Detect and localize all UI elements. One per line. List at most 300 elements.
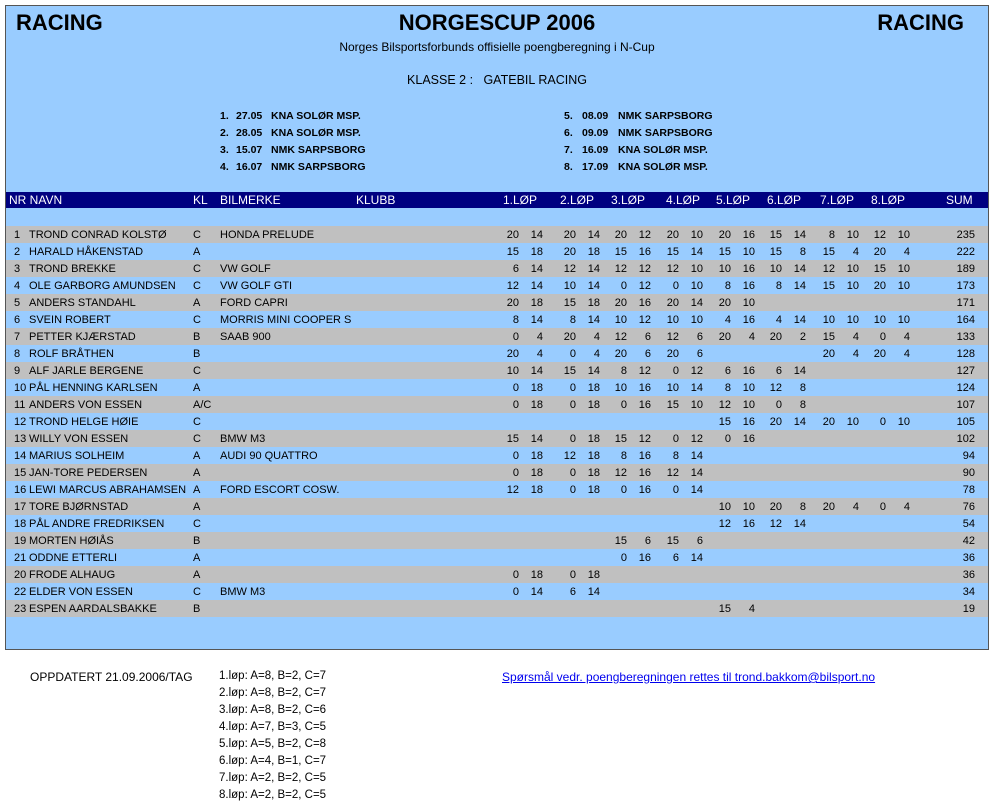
driver-number: 6 (14, 314, 21, 326)
spacer-row (6, 209, 988, 226)
total-score: 102 (956, 433, 975, 445)
driver-class: A (193, 569, 201, 581)
driver-name: TROND HELGE HØIE (29, 416, 139, 428)
driver-class: C (193, 416, 201, 428)
race-venue: NMK SARPSBORG (618, 127, 713, 139)
race-venue: KNA SOLØR MSP. (271, 110, 361, 122)
total-score: 164 (956, 314, 975, 326)
heat-score: 14 (793, 314, 806, 326)
heat-score: 10 (742, 399, 755, 411)
heat-score: 4 (852, 348, 859, 360)
total-score: 133 (956, 331, 975, 343)
heat-score: 20 (614, 297, 627, 309)
heat-score: 4 (593, 348, 600, 360)
total-score: 42 (962, 535, 975, 547)
heat-score: 0 (620, 484, 627, 496)
heat-score: 12 (666, 263, 679, 275)
heat-score: 0 (569, 382, 576, 394)
driver-number: 21 (14, 552, 27, 564)
heat-score: 8 (620, 450, 627, 462)
driver-class: C (193, 280, 201, 292)
heat-score: 16 (638, 484, 651, 496)
col-lop-2: 2.LØP (560, 193, 595, 207)
heat-score: 4 (852, 246, 859, 258)
table-row (6, 566, 988, 583)
driver-name: ROLF BRÅTHEN (29, 348, 114, 360)
heat-score: 8 (620, 365, 627, 377)
total-score: 76 (962, 501, 975, 513)
heat-score: 14 (530, 314, 543, 326)
total-score: 222 (956, 246, 975, 258)
heat-score: 20 (822, 501, 835, 513)
heat-score: 15 (614, 433, 627, 445)
page-subtitle: Norges Bilsportsforbunds offisielle poengberegning i N-Cup (339, 40, 655, 54)
heat-score: 18 (587, 433, 600, 445)
heat-score: 16 (638, 399, 651, 411)
heat-score: 0 (879, 416, 886, 428)
total-score: 171 (956, 297, 975, 309)
table-row (6, 498, 988, 515)
heat-score: 0 (512, 467, 519, 479)
heat-score: 14 (587, 365, 600, 377)
race-date: 15.07 (236, 144, 263, 156)
total-score: 36 (962, 552, 975, 564)
col-klubb: KLUBB (356, 193, 396, 207)
heat-score: 16 (742, 280, 755, 292)
heat-score: 20 (769, 331, 782, 343)
heat-score: 15 (822, 280, 835, 292)
heat-score: 14 (793, 518, 806, 530)
heat-class-count: 6.løp: A=4, B=1, C=7 (219, 755, 327, 767)
heat-score: 4 (593, 331, 600, 343)
heat-score: 14 (690, 382, 703, 394)
heat-score: 6 (644, 348, 651, 360)
heat-score: 10 (690, 399, 703, 411)
heat-score: 10 (897, 229, 910, 241)
driver-number: 12 (14, 416, 27, 428)
heat-score: 20 (718, 297, 731, 309)
heat-score: 14 (793, 229, 806, 241)
driver-class: A (193, 246, 201, 258)
driver-name: ALF JARLE BERGENE (29, 365, 144, 377)
heat-score: 10 (666, 314, 679, 326)
race-number: 4. (220, 161, 229, 173)
driver-class: B (193, 535, 201, 547)
driver-number: 15 (14, 467, 27, 479)
race-number: 1. (220, 110, 229, 122)
heat-score: 12 (638, 280, 651, 292)
heat-score: 20 (718, 229, 731, 241)
heat-class-count: 4.løp: A=7, B=3, C=5 (219, 721, 327, 733)
heat-score: 14 (530, 365, 543, 377)
heat-score: 16 (742, 263, 755, 275)
driver-class: B (193, 603, 201, 615)
heat-score: 15 (563, 365, 576, 377)
heat-score: 10 (897, 314, 910, 326)
heat-score: 14 (530, 280, 543, 292)
heat-score: 18 (530, 484, 543, 496)
heat-score: 12 (638, 365, 651, 377)
heat-score: 15 (563, 297, 576, 309)
heat-class-count: 7.løp: A=2, B=2, C=5 (219, 772, 327, 784)
heat-score: 8 (799, 382, 806, 394)
heat-score: 16 (742, 433, 755, 445)
heat-score: 15 (873, 263, 886, 275)
driver-number: 16 (14, 484, 27, 496)
heat-score: 12 (614, 331, 627, 343)
heat-score: 10 (846, 229, 859, 241)
heat-score: 14 (793, 416, 806, 428)
heat-score: 0 (569, 484, 576, 496)
table-row (6, 532, 988, 549)
driver-class: C (193, 314, 201, 326)
heat-score: 4 (903, 501, 910, 513)
driver-number: 19 (14, 535, 27, 547)
heat-score: 18 (587, 569, 600, 581)
driver-name: SVEIN ROBERT (29, 314, 111, 326)
heat-score: 15 (718, 246, 731, 258)
heat-score: 10 (614, 314, 627, 326)
heat-score: 6 (512, 263, 519, 275)
driver-number: 8 (14, 348, 21, 360)
driver-name: OLE GARBORG AMUNDSEN (29, 280, 176, 292)
race-date: 27.05 (236, 110, 263, 122)
heat-score: 4 (852, 331, 859, 343)
heat-score: 20 (873, 348, 886, 360)
table-row (6, 600, 988, 617)
heat-score: 14 (690, 450, 703, 462)
race-venue: NMK SARPSBORG (618, 110, 713, 122)
heat-class-count: 1.løp: A=8, B=2, C=7 (219, 670, 327, 682)
col-lop-4: 4.LØP (666, 193, 701, 207)
driver-class: A (193, 450, 201, 462)
table-row (6, 481, 988, 498)
heat-score: 8 (799, 501, 806, 513)
table-row (6, 345, 988, 362)
heat-score: 18 (587, 484, 600, 496)
heat-score: 0 (512, 569, 519, 581)
heat-score: 12 (638, 229, 651, 241)
heat-score: 10 (769, 263, 782, 275)
heat-score: 20 (666, 348, 679, 360)
table-row (6, 447, 988, 464)
heat-score: 0 (569, 569, 576, 581)
heat-score: 4 (536, 348, 543, 360)
driver-number: 2 (14, 246, 21, 258)
heat-score: 18 (587, 297, 600, 309)
driver-name: FRODE ALHAUG (29, 569, 116, 581)
heat-score: 0 (512, 450, 519, 462)
heat-score: 10 (846, 280, 859, 292)
race-venue: KNA SOLØR MSP. (618, 161, 708, 173)
heat-score: 4 (903, 348, 910, 360)
racing-label-right: RACING (877, 10, 964, 35)
heat-score: 15 (769, 229, 782, 241)
heat-score: 6 (696, 331, 703, 343)
heat-score: 8 (512, 314, 519, 326)
total-score: 34 (962, 586, 975, 598)
driver-number: 22 (14, 586, 27, 598)
driver-number: 17 (14, 501, 27, 513)
heat-score: 15 (506, 433, 519, 445)
contact-email-link[interactable]: Spørsmål vedr. poengberegningen rettes til trond.bakkom@bilsport.no (502, 670, 876, 684)
driver-class: C (193, 433, 201, 445)
heat-score: 0 (569, 399, 576, 411)
driver-name: TORE BJØRNSTAD (29, 501, 129, 513)
heat-score: 6 (644, 535, 651, 547)
heat-score: 18 (530, 450, 543, 462)
class-label: KLASSE 2 : GATEBIL RACING (407, 73, 587, 87)
heat-score: 0 (724, 433, 731, 445)
heat-score: 16 (638, 450, 651, 462)
total-score: 128 (956, 348, 975, 360)
total-score: 94 (962, 450, 975, 462)
driver-class: A (193, 382, 201, 394)
heat-score: 15 (666, 399, 679, 411)
car-model: VW GOLF GTI (220, 280, 293, 292)
heat-score: 12 (506, 280, 519, 292)
heat-score: 20 (873, 246, 886, 258)
heat-score: 8 (569, 314, 576, 326)
driver-class: B (193, 331, 201, 343)
race-number: 2. (220, 127, 229, 139)
car-model: FORD ESCORT COSW. (220, 484, 340, 496)
heat-score: 18 (587, 399, 600, 411)
driver-name: JAN-TORE PEDERSEN (29, 467, 148, 479)
driver-name: ODDNE ETTERLI (29, 552, 118, 564)
heat-score: 10 (690, 229, 703, 241)
driver-number: 3 (14, 263, 21, 275)
heat-score: 8 (724, 382, 731, 394)
heat-score: 2 (799, 331, 806, 343)
heat-score: 12 (614, 263, 627, 275)
col-lop-6: 6.LØP (767, 193, 802, 207)
heat-score: 18 (530, 467, 543, 479)
driver-name: ANDERS VON ESSEN (29, 399, 143, 411)
table-row (6, 379, 988, 396)
heat-score: 12 (638, 314, 651, 326)
car-model: BMW M3 (220, 433, 266, 445)
heat-score: 10 (742, 246, 755, 258)
heat-score: 4 (852, 501, 859, 513)
col-kl: KL (193, 193, 208, 207)
heat-score: 20 (873, 280, 886, 292)
heat-score: 6 (696, 535, 703, 547)
col-lop-5: 5.LØP (716, 193, 751, 207)
heat-score: 10 (846, 263, 859, 275)
table-row (6, 328, 988, 345)
heat-score: 20 (506, 348, 519, 360)
heat-score: 14 (793, 365, 806, 377)
total-score: 124 (956, 382, 975, 394)
heat-score: 10 (690, 314, 703, 326)
heat-score: 16 (638, 297, 651, 309)
heat-score: 12 (690, 433, 703, 445)
heat-score: 0 (775, 399, 782, 411)
heat-score: 0 (512, 382, 519, 394)
heat-score: 16 (742, 229, 755, 241)
heat-score: 14 (587, 314, 600, 326)
race-venue: NMK SARPSBORG (271, 144, 366, 156)
heat-score: 15 (769, 246, 782, 258)
heat-score: 12 (822, 263, 835, 275)
heat-score: 15 (822, 331, 835, 343)
driver-class: A (193, 501, 201, 513)
heat-score: 12 (666, 467, 679, 479)
heat-score: 20 (769, 501, 782, 513)
driver-number: 23 (14, 603, 27, 615)
heat-score: 10 (666, 382, 679, 394)
table-row (6, 430, 988, 447)
driver-name: PÅL ANDRE FREDRIKSEN (29, 518, 165, 530)
total-score: 189 (956, 263, 975, 275)
heat-score: 0 (620, 399, 627, 411)
standings-table (6, 209, 988, 634)
heat-score: 18 (587, 467, 600, 479)
table-row (6, 464, 988, 481)
heat-score: 12 (506, 484, 519, 496)
race-date: 28.05 (236, 127, 263, 139)
heat-score: 10 (563, 280, 576, 292)
heat-score: 4 (724, 314, 731, 326)
heat-score: 20 (506, 297, 519, 309)
heat-score: 15 (718, 603, 731, 615)
heat-score: 16 (742, 314, 755, 326)
driver-number: 18 (14, 518, 27, 530)
col-lop-1: 1.LØP (503, 193, 538, 207)
table-row (6, 311, 988, 328)
driver-name: PETTER KJÆRSTAD (29, 331, 136, 343)
heat-score: 20 (666, 229, 679, 241)
heat-score: 12 (718, 399, 731, 411)
heat-score: 0 (672, 433, 679, 445)
driver-class: A/C (193, 399, 212, 411)
heat-score: 10 (846, 314, 859, 326)
total-score: 235 (956, 229, 975, 241)
heat-score: 0 (672, 484, 679, 496)
race-date: 17.09 (582, 161, 609, 173)
driver-number: 7 (14, 331, 21, 343)
heat-score: 16 (742, 518, 755, 530)
heat-score: 10 (822, 314, 835, 326)
heat-score: 16 (742, 365, 755, 377)
heat-score: 15 (614, 246, 627, 258)
col-sum: SUM (946, 193, 973, 207)
heat-score: 10 (506, 365, 519, 377)
heat-score: 6 (672, 552, 679, 564)
driver-class: A (193, 552, 201, 564)
heat-score: 10 (897, 416, 910, 428)
driver-number: 4 (14, 280, 21, 292)
heat-score: 14 (793, 280, 806, 292)
heat-score: 8 (828, 229, 835, 241)
car-model: MORRIS MINI COOPER S (220, 314, 352, 326)
heat-score: 20 (563, 246, 576, 258)
driver-class: C (193, 518, 201, 530)
driver-name: HARALD HÅKENSTAD (29, 246, 144, 258)
heat-score: 0 (569, 348, 576, 360)
heat-score: 8 (799, 246, 806, 258)
heat-score: 15 (822, 246, 835, 258)
car-model: VW GOLF (220, 263, 271, 275)
heat-score: 12 (563, 263, 576, 275)
heat-score: 14 (530, 433, 543, 445)
heat-score: 8 (775, 280, 782, 292)
heat-score: 14 (793, 263, 806, 275)
table-row (6, 277, 988, 294)
total-score: 78 (962, 484, 975, 496)
heat-score: 20 (563, 229, 576, 241)
heat-score: 10 (873, 314, 886, 326)
heat-score: 10 (690, 263, 703, 275)
heat-class-count: 2.løp: A=8, B=2, C=7 (219, 687, 327, 699)
heat-score: 6 (644, 331, 651, 343)
heat-score: 4 (536, 331, 543, 343)
heat-score: 0 (512, 399, 519, 411)
heat-score: 14 (587, 280, 600, 292)
heat-score: 10 (614, 382, 627, 394)
race-number: 8. (564, 161, 573, 173)
race-number: 5. (564, 110, 573, 122)
heat-score: 8 (672, 450, 679, 462)
col-lop-8: 8.LØP (871, 193, 906, 207)
heat-score: 12 (769, 382, 782, 394)
driver-name: ELDER VON ESSEN (29, 586, 133, 598)
heat-score: 20 (614, 229, 627, 241)
heat-score: 18 (587, 246, 600, 258)
total-score: 90 (962, 467, 975, 479)
heat-score: 10 (897, 263, 910, 275)
driver-class: C (193, 263, 201, 275)
race-date: 09.09 (582, 127, 609, 139)
heat-score: 10 (742, 501, 755, 513)
col-lop-7: 7.LØP (820, 193, 855, 207)
race-venue: KNA SOLØR MSP. (271, 127, 361, 139)
driver-number: 14 (14, 450, 27, 462)
heat-score: 18 (587, 450, 600, 462)
heat-score: 0 (512, 331, 519, 343)
car-model: SAAB 900 (220, 331, 271, 343)
driver-name: LEWI MARCUS ABRAHAMSEN (29, 484, 187, 496)
heat-score: 15 (666, 246, 679, 258)
driver-name: ANDERS STANDAHL (29, 297, 136, 309)
total-score: 36 (962, 569, 975, 581)
heat-score: 6 (569, 586, 576, 598)
table-row (6, 294, 988, 311)
heat-score: 12 (873, 229, 886, 241)
driver-class: C (193, 365, 201, 377)
heat-score: 18 (587, 382, 600, 394)
updated-label: OPPDATERT 21.09.2006/TAG (30, 670, 193, 684)
driver-number: 9 (14, 365, 21, 377)
driver-class: A (193, 484, 201, 496)
car-model: AUDI 90 QUATTRO (220, 450, 318, 462)
heat-score: 10 (846, 416, 859, 428)
table-row (6, 226, 988, 243)
driver-number: 11 (14, 399, 26, 411)
total-score: 127 (956, 365, 975, 377)
heat-score: 12 (614, 467, 627, 479)
heat-score: 18 (530, 246, 543, 258)
heat-score: 8 (799, 399, 806, 411)
car-model: HONDA PRELUDE (220, 229, 315, 241)
results-panel (5, 5, 989, 650)
heat-score: 18 (530, 569, 543, 581)
heat-class-count: 5.løp: A=5, B=2, C=8 (219, 738, 327, 750)
heat-score: 0 (672, 365, 679, 377)
heat-score: 15 (506, 246, 519, 258)
heat-score: 20 (822, 416, 835, 428)
